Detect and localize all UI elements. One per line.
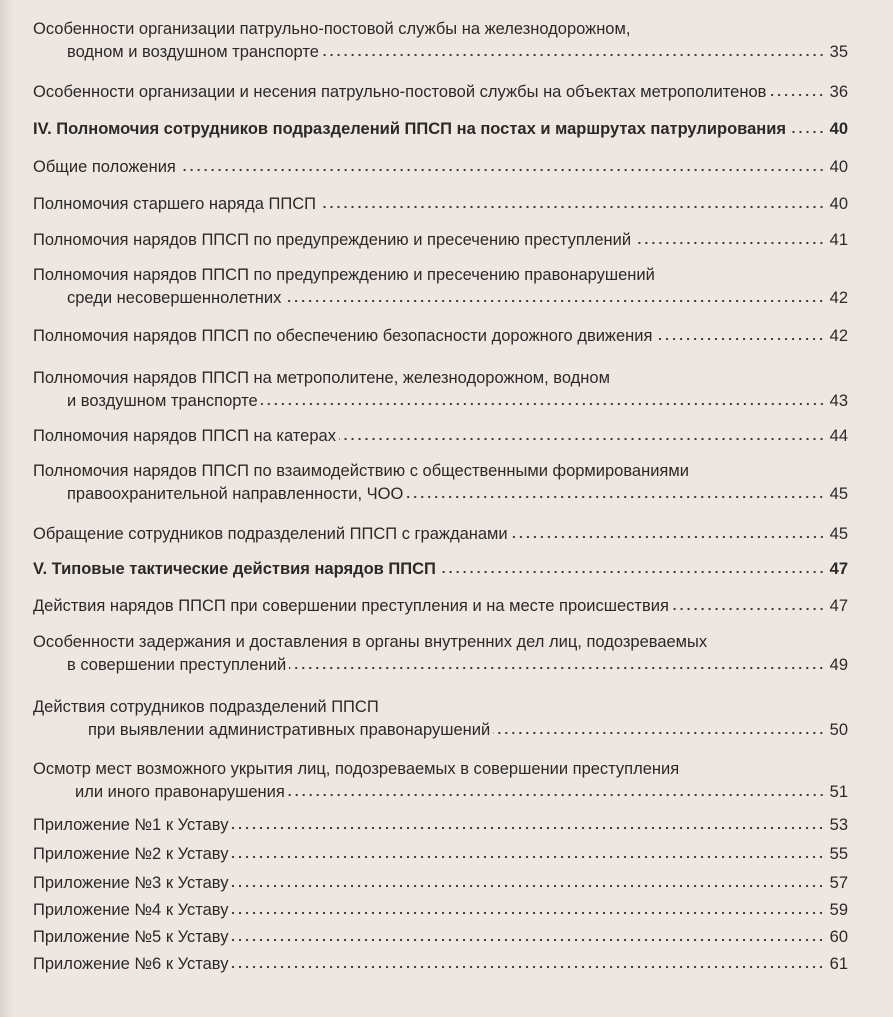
toc-entry bbox=[33, 81, 848, 104]
toc-entry-title: Полномочия нарядов ППСП на катерах bbox=[33, 427, 336, 445]
toc-page-number: 47 bbox=[829, 560, 848, 578]
toc-entry-title: Общие положения bbox=[33, 158, 176, 176]
toc-entry-title: V. Типовые тактические действия нарядов ППСП bbox=[33, 560, 436, 578]
toc-entry bbox=[33, 367, 848, 413]
toc-entry-title: Особенности задержания и доставления в органы внутренних дел лиц, подозреваемых bbox=[33, 633, 708, 651]
toc-entry bbox=[33, 595, 848, 618]
toc-entry-line bbox=[33, 843, 848, 866]
toc-entry-title: Особенности организации и несения патрульно-постовой службы на объектах метрополитенов bbox=[33, 83, 767, 101]
toc-page-number: 43 bbox=[829, 392, 848, 410]
toc-entry bbox=[33, 696, 848, 742]
dot-leader bbox=[672, 607, 825, 611]
toc-entry-line bbox=[33, 953, 848, 976]
dot-leader bbox=[439, 570, 825, 574]
dot-leader bbox=[231, 938, 825, 942]
dot-leader bbox=[634, 241, 825, 245]
toc-page-number: 42 bbox=[829, 289, 848, 307]
toc-entry-title: Полномочия нарядов ППСП по взаимодействию с общественными формированиями bbox=[33, 462, 689, 480]
toc-entry-line bbox=[33, 899, 848, 922]
toc-page-number: 53 bbox=[829, 816, 848, 834]
toc-entry bbox=[33, 953, 848, 976]
toc-entry-line bbox=[33, 483, 848, 506]
toc-entry-line bbox=[33, 460, 848, 483]
toc-entry-line bbox=[33, 654, 848, 677]
toc-entry bbox=[33, 631, 848, 677]
toc-entry-line bbox=[33, 156, 848, 179]
toc-entry-line bbox=[33, 425, 848, 448]
toc-entry bbox=[33, 193, 848, 216]
toc-entry bbox=[33, 872, 848, 895]
toc-entry-title: Осмотр мест возможного укрытия лиц, подозреваемых в совершении преступления bbox=[33, 760, 680, 778]
toc-entry bbox=[33, 156, 848, 179]
toc-page-number: 51 bbox=[829, 783, 848, 801]
toc-entry-line bbox=[33, 631, 848, 654]
toc-entry-line bbox=[33, 719, 848, 742]
toc-page-number: 59 bbox=[829, 901, 848, 919]
toc-entry-title: Полномочия старшего наряда ППСП bbox=[33, 195, 316, 213]
toc-page-number: 47 bbox=[829, 597, 848, 615]
toc-entry-title: Обращение сотрудников подразделений ППСП с гражданами bbox=[33, 525, 508, 543]
dot-leader bbox=[288, 793, 825, 797]
dot-leader bbox=[511, 535, 825, 539]
toc-entry-title: правоохранительной направленности, ЧОО bbox=[67, 485, 404, 503]
toc-entry bbox=[33, 460, 848, 506]
toc-entry-line bbox=[33, 595, 848, 618]
toc-page-number: 41 bbox=[829, 231, 848, 249]
toc-page-number: 44 bbox=[829, 427, 848, 445]
toc-page-number: 55 bbox=[829, 845, 848, 863]
dot-leader bbox=[769, 93, 825, 97]
toc-entry-line bbox=[33, 118, 848, 141]
toc-entry-title: Действия нарядов ППСП при совершении преступления и на месте происшествия bbox=[33, 597, 669, 615]
toc-entry-title: среди несовершеннолетних bbox=[67, 289, 282, 307]
toc-entry-title: Приложение №5 к Уставу bbox=[33, 928, 229, 946]
toc-entry-title: при выявлении административных правонарушений bbox=[88, 721, 491, 739]
dot-leader bbox=[406, 495, 825, 499]
toc-page-number: 35 bbox=[829, 43, 848, 61]
toc-entry-line bbox=[33, 390, 848, 413]
toc-section-heading bbox=[33, 118, 848, 141]
dot-leader bbox=[231, 965, 825, 969]
toc-entry-line bbox=[33, 926, 848, 949]
toc-page-number: 36 bbox=[829, 83, 848, 101]
toc-entry bbox=[33, 843, 848, 866]
dot-leader bbox=[231, 884, 825, 888]
dot-leader bbox=[284, 299, 825, 303]
toc-page-number: 40 bbox=[829, 120, 848, 138]
toc-entry-line bbox=[33, 325, 848, 348]
toc-entry-line bbox=[33, 781, 848, 804]
toc-entry-title: Приложение №3 к Уставу bbox=[33, 874, 229, 892]
toc-entry bbox=[33, 899, 848, 922]
toc-page-number: 40 bbox=[829, 158, 848, 176]
toc-page-number: 45 bbox=[829, 525, 848, 543]
dot-leader bbox=[231, 855, 825, 859]
toc-entry bbox=[33, 325, 848, 348]
toc-entry-line bbox=[33, 814, 848, 837]
toc-page-number: 40 bbox=[829, 195, 848, 213]
dot-leader bbox=[789, 130, 825, 134]
dot-leader bbox=[319, 205, 825, 209]
toc-entry-title: Приложение №1 к Уставу bbox=[33, 816, 229, 834]
toc-entry-line bbox=[33, 81, 848, 104]
toc-page-number: 57 bbox=[829, 874, 848, 892]
toc-page-number: 45 bbox=[829, 485, 848, 503]
toc-entry-line bbox=[33, 367, 848, 390]
dot-leader bbox=[179, 168, 825, 172]
dot-leader bbox=[289, 666, 825, 670]
toc-entry bbox=[33, 229, 848, 252]
toc-entry-line bbox=[33, 523, 848, 546]
toc-entry bbox=[33, 523, 848, 546]
dot-leader bbox=[231, 826, 825, 830]
toc-entry-title: IV. Полномочия сотрудников подразделений ППСП на постах и маршрутах патрулирования bbox=[33, 120, 787, 138]
toc-entry-title: и воздушном транспорте bbox=[67, 392, 258, 410]
toc-page-number: 60 bbox=[829, 928, 848, 946]
toc-entry-line bbox=[33, 264, 848, 287]
toc-page-number: 61 bbox=[829, 955, 848, 973]
toc-entry bbox=[33, 814, 848, 837]
toc-page-number: 42 bbox=[829, 327, 848, 345]
dot-leader bbox=[655, 337, 825, 341]
toc-entry-line bbox=[33, 229, 848, 252]
toc-entry-line bbox=[33, 287, 848, 310]
dot-leader bbox=[231, 911, 825, 915]
toc-entry-title: в совершении преступлений bbox=[67, 656, 287, 674]
page-edge-shadow bbox=[0, 0, 14, 1017]
toc-entry-line bbox=[33, 696, 848, 719]
dot-leader bbox=[493, 731, 825, 735]
dot-leader bbox=[261, 402, 825, 406]
toc-entry-title: Приложение №2 к Уставу bbox=[33, 845, 229, 863]
toc-entry bbox=[33, 758, 848, 804]
toc-entry-line bbox=[33, 558, 848, 581]
toc-page-number: 50 bbox=[829, 721, 848, 739]
toc-entry-line bbox=[33, 758, 848, 781]
toc-entry-title: Полномочия нарядов ППСП по предупреждению и пресечению правонарушений bbox=[33, 266, 655, 284]
toc-entry-line bbox=[33, 41, 848, 64]
toc-entry-title: Полномочия нарядов ППСП по обеспечению безопасности дорожного движения bbox=[33, 327, 653, 345]
toc-entry-title: Полномочия нарядов ППСП на метрополитене, железнодорожном, водном bbox=[33, 369, 610, 387]
toc-entry-title: водном и воздушном транспорте bbox=[67, 43, 319, 61]
toc-entry-title: Действия сотрудников подразделений ППСП bbox=[33, 698, 379, 716]
toc-entry-title: Полномочия нарядов ППСП по предупреждению и пресечению преступлений bbox=[33, 231, 632, 249]
toc-entry-title: или иного правонарушения bbox=[75, 783, 285, 801]
dot-leader bbox=[339, 437, 825, 441]
toc-entry-title: Особенности организации патрульно-постовой службы на железнодорожном, bbox=[33, 20, 631, 38]
toc-entry-title: Приложение №4 к Уставу bbox=[33, 901, 229, 919]
toc-entry bbox=[33, 425, 848, 448]
toc-section-heading bbox=[33, 558, 848, 581]
toc-entry-line bbox=[33, 872, 848, 895]
toc-entry bbox=[33, 926, 848, 949]
toc-page-number: 49 bbox=[829, 656, 848, 674]
toc-entry bbox=[33, 18, 848, 64]
toc-entry bbox=[33, 264, 848, 310]
toc-entry-line bbox=[33, 193, 848, 216]
toc-entry-line bbox=[33, 18, 848, 41]
dot-leader bbox=[322, 53, 825, 57]
toc-entry-title: Приложение №6 к Уставу bbox=[33, 955, 229, 973]
